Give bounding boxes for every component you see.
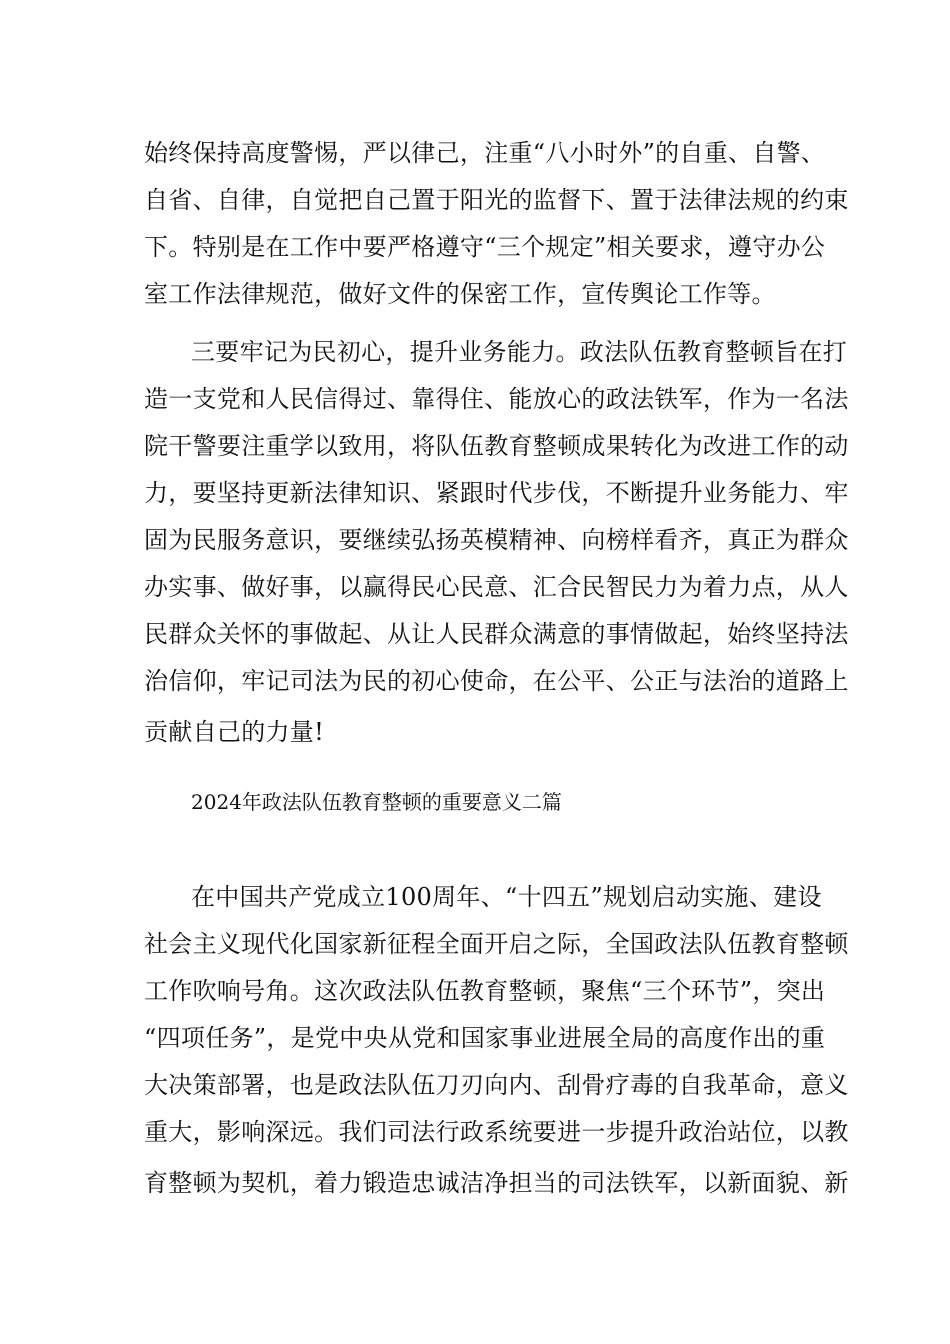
paragraph-2-line: 治信仰，牢记司法为民的初心使命，在公平、公正与法治的道路上 bbox=[144, 667, 849, 695]
paragraph-1-line: 下。特别是在工作中要严格遵守“三个规定”相关要求，遵守办公 bbox=[144, 233, 826, 261]
paragraph-3-line: 育整顿为契机，着力锻造忠诚洁净担当的司法铁军，以新面貌、新 bbox=[144, 1169, 849, 1197]
paragraph-1-line: 始终保持高度警惕，严以律己，注重“八小时外”的自重、自警、 bbox=[144, 139, 826, 167]
paragraph-3-line: “四项任务”，是党中央从党和国家事业进展全局的高度作出的重 bbox=[144, 1024, 826, 1052]
paragraph-3-line: 重大，影响深远。我们司法行政系统要进一步提升政治站位，以教 bbox=[144, 1118, 849, 1146]
paragraph-1-line: 自省、自律，自觉把自己置于阳光的监督下、置于法律法规的约束 bbox=[144, 186, 849, 214]
paragraph-3-line: 在中国共产党成立100周年、“十四五”规划启动实施、建设 bbox=[191, 883, 822, 911]
paragraph-1-line: 室工作法律规范，做好文件的保密工作，宣传舆论工作等。 bbox=[144, 280, 776, 308]
paragraph-2-line: 贡献自己的力量! bbox=[144, 718, 325, 746]
paragraph-2-line: 办实事、做好事，以赢得民心民意、汇合民智民力为着力点，从人 bbox=[144, 573, 849, 601]
paragraph-3-line: 大决策部署，也是政法队伍刀刃向内、刮骨疗毒的自我革命，意义 bbox=[144, 1071, 849, 1099]
paragraph-2-line: 固为民服务意识，要继续弘扬英模精神、向榜样看齐，真正为群众 bbox=[144, 526, 849, 554]
paragraph-2-line: 造一支党和人民信得过、靠得住、能放心的政法铁军，作为一名法 bbox=[144, 385, 849, 413]
paragraph-2-line: 三要牢记为民初心，提升业务能力。政法队伍教育整顿旨在打 bbox=[191, 338, 848, 366]
paragraph-3-line: 工作吹响号角。这次政法队伍教育整顿，聚焦“三个环节”，突出 bbox=[144, 977, 826, 1005]
paragraph-2-line: 民群众关怀的事做起、从让人民群众满意的事情做起，始终坚持法 bbox=[144, 620, 849, 648]
paragraph-2-line: 院干警要注重学以致用，将队伍教育整顿成果转化为改进工作的动 bbox=[144, 432, 849, 460]
paragraph-2-line: 力，要坚持更新法律知识、紧跟时代步伐，不断提升业务能力、牢 bbox=[144, 479, 849, 507]
paragraph-3-line: 社会主义现代化国家新征程全面开启之际，全国政法队伍教育整顿 bbox=[144, 930, 849, 958]
section-title: 2024年政法队伍教育整顿的重要意义二篇 bbox=[191, 790, 562, 814]
